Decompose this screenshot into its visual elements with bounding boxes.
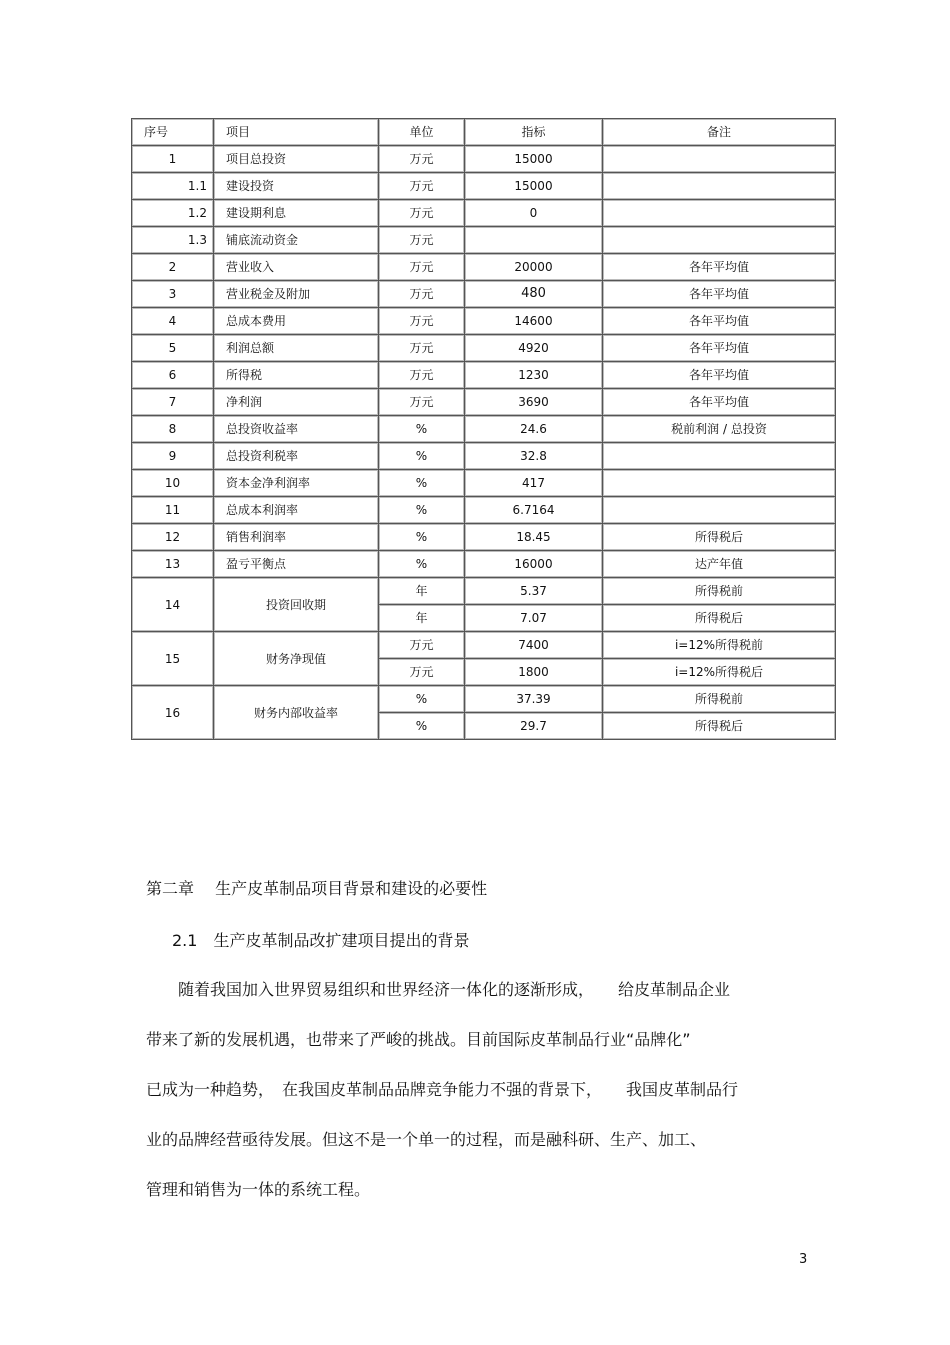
row-note-cell — [603, 443, 836, 470]
row-number-cell: 10 — [132, 470, 214, 497]
row-unit-cell: % — [379, 470, 465, 497]
row-note-cell: 达产年值 — [603, 551, 836, 578]
row-value-cell: 16000 — [465, 551, 603, 578]
row-number-cell: 9 — [132, 443, 214, 470]
row-unit-cell: 万元 — [379, 659, 465, 686]
row-note-cell: 各年平均值 — [603, 362, 836, 389]
table-row — [132, 389, 836, 416]
paragraph-line-5: 管理和销售为一体的系统工程。 — [146, 1180, 371, 1199]
row-value-cell: 6.7164 — [465, 497, 603, 524]
row-unit-cell: 万元 — [379, 308, 465, 335]
table-row — [132, 308, 836, 335]
row-unit-cell: 万元 — [379, 146, 465, 173]
row-unit-cell: % — [379, 443, 465, 470]
row-unit-cell: 万元 — [379, 389, 465, 416]
row-number-cell: 15 — [132, 632, 214, 686]
row-note-cell: 各年平均值 — [603, 281, 836, 308]
indicator-table — [131, 118, 836, 740]
row-unit-cell: 年 — [379, 605, 465, 632]
row-item-cell: 总成本费用 — [214, 308, 379, 335]
table-row — [132, 362, 836, 389]
row-unit-cell: 万元 — [379, 200, 465, 227]
row-item-cell: 建设投资 — [214, 173, 379, 200]
table-row — [132, 416, 836, 443]
row-note-cell — [603, 227, 836, 254]
row-unit-cell: 万元 — [379, 173, 465, 200]
row-value-cell — [465, 227, 603, 254]
table-row — [132, 551, 836, 578]
row-note-cell: 所得税前 — [603, 578, 836, 605]
row-note-cell — [603, 470, 836, 497]
row-number-cell: 1.1 — [132, 173, 214, 200]
row-value-cell: 15000 — [465, 146, 603, 173]
row-value-cell: 480 — [465, 281, 603, 308]
row-number-cell: 3 — [132, 281, 214, 308]
row-item-cell: 营业收入 — [214, 254, 379, 281]
row-value-cell: 20000 — [465, 254, 603, 281]
row-value-cell: 0 — [465, 200, 603, 227]
row-note-cell: 所得税后 — [603, 713, 836, 740]
row-item-cell: 所得税 — [214, 362, 379, 389]
row-item-cell: 总投资收益率 — [214, 416, 379, 443]
paragraph-line-2: 带来了新的发展机遇，也带来了严峻的挑战。目前国际皮革制品行业“品牌化” — [146, 1030, 691, 1049]
row-item-cell: 项目总投资 — [214, 146, 379, 173]
table-row — [132, 443, 836, 470]
row-value-cell: 14600 — [465, 308, 603, 335]
row-value-cell: 37.39 — [465, 686, 603, 713]
row-number-cell: 1.3 — [132, 227, 214, 254]
row-unit-cell: 万元 — [379, 254, 465, 281]
row-number-cell: 1 — [132, 146, 214, 173]
header-note: 备注 — [603, 119, 836, 146]
row-note-cell — [603, 200, 836, 227]
row-number-cell: 1.2 — [132, 200, 214, 227]
row-number-cell: 11 — [132, 497, 214, 524]
row-number-cell: 4 — [132, 308, 214, 335]
row-number-cell: 13 — [132, 551, 214, 578]
row-unit-cell: % — [379, 713, 465, 740]
row-value-cell: 1230 — [465, 362, 603, 389]
row-number-cell: 12 — [132, 524, 214, 551]
row-number-cell: 14 — [132, 578, 214, 632]
row-value-cell: 5.37 — [465, 578, 603, 605]
row-note-cell: 所得税后 — [603, 605, 836, 632]
row-item-cell: 建设期利息 — [214, 200, 379, 227]
row-item-cell: 盈亏平衡点 — [214, 551, 379, 578]
table-row — [132, 227, 836, 254]
table-row — [132, 281, 836, 308]
row-note-cell: 各年平均值 — [603, 254, 836, 281]
row-note-cell: 各年平均值 — [603, 335, 836, 362]
row-unit-cell: 万元 — [379, 362, 465, 389]
paragraph-line-3: 已成为一种趋势， 在我国皮革制品品牌竞争能力不强的背景下， 我国皮革制品行 — [146, 1080, 739, 1099]
row-note-cell: 各年平均值 — [603, 389, 836, 416]
row-unit-cell: 万元 — [379, 281, 465, 308]
row-note-cell: 所得税前 — [603, 686, 836, 713]
table-row — [132, 524, 836, 551]
table-row — [132, 578, 836, 605]
paragraph-line-4: 业的品牌经营亟待发展。但这不是一个单一的过程，而是融科研、生产、加工、 — [146, 1130, 707, 1149]
row-number-cell: 6 — [132, 362, 214, 389]
row-number-cell: 2 — [132, 254, 214, 281]
row-unit-cell: 万元 — [379, 335, 465, 362]
row-unit-cell: 年 — [379, 578, 465, 605]
row-value-cell: 29.7 — [465, 713, 603, 740]
row-note-cell — [603, 497, 836, 524]
row-item-cell: 投资回收期 — [214, 578, 379, 632]
table-row — [132, 173, 836, 200]
table-row — [132, 200, 836, 227]
table-row — [132, 632, 836, 659]
row-item-cell: 铺底流动资金 — [214, 227, 379, 254]
row-item-cell: 净利润 — [214, 389, 379, 416]
row-item-cell: 财务净现值 — [214, 632, 379, 686]
header-no: 序号 — [132, 119, 214, 146]
header-value: 指标 — [465, 119, 603, 146]
row-value-cell: 1800 — [465, 659, 603, 686]
paragraph-line-1: 随着我国加入世界贸易组织和世界经济一体化的逐渐形成， 给皮革制品企业 — [178, 980, 731, 999]
table-row — [132, 686, 836, 713]
row-note-cell — [603, 146, 836, 173]
row-unit-cell: 万元 — [379, 632, 465, 659]
row-value-cell: 4920 — [465, 335, 603, 362]
row-unit-cell: 万元 — [379, 227, 465, 254]
row-value-cell: 32.8 — [465, 443, 603, 470]
row-item-cell: 营业税金及附加 — [214, 281, 379, 308]
row-unit-cell: % — [379, 416, 465, 443]
header-item: 项目 — [214, 119, 379, 146]
table-row — [132, 146, 836, 173]
row-item-cell: 利润总额 — [214, 335, 379, 362]
row-value-cell: 18.45 — [465, 524, 603, 551]
table-row — [132, 254, 836, 281]
chapter-heading: 第二章 生产皮革制品项目背景和建设的必要性 — [146, 879, 488, 898]
row-item-cell: 总投资利税率 — [214, 443, 379, 470]
row-value-cell: 15000 — [465, 173, 603, 200]
row-note-cell: 税前利润 / 总投资 — [603, 416, 836, 443]
row-value-cell: 7.07 — [465, 605, 603, 632]
row-unit-cell: % — [379, 686, 465, 713]
row-note-cell: 所得税后 — [603, 524, 836, 551]
row-number-cell: 7 — [132, 389, 214, 416]
row-item-cell: 销售利润率 — [214, 524, 379, 551]
table-header-row — [132, 119, 836, 146]
row-note-cell: i=12%所得税后 — [603, 659, 836, 686]
row-value-cell: 7400 — [465, 632, 603, 659]
row-note-cell — [603, 173, 836, 200]
row-note-cell: 各年平均值 — [603, 308, 836, 335]
row-item-cell: 财务内部收益率 — [214, 686, 379, 740]
row-value-cell: 24.6 — [465, 416, 603, 443]
section-heading: 2.1 生产皮革制品改扩建项目提出的背景 — [172, 931, 470, 950]
row-item-cell: 总成本利润率 — [214, 497, 379, 524]
table-row — [132, 335, 836, 362]
row-value-cell: 3690 — [465, 389, 603, 416]
table-row — [132, 470, 836, 497]
row-number-cell: 5 — [132, 335, 214, 362]
row-item-cell: 资本金净利润率 — [214, 470, 379, 497]
header-unit: 单位 — [379, 119, 465, 146]
row-unit-cell: % — [379, 551, 465, 578]
row-unit-cell: % — [379, 497, 465, 524]
row-unit-cell: % — [379, 524, 465, 551]
page-number: 3 — [799, 1252, 808, 1267]
row-note-cell: i=12%所得税前 — [603, 632, 836, 659]
row-number-cell: 8 — [132, 416, 214, 443]
row-value-cell: 417 — [465, 470, 603, 497]
table-row — [132, 497, 836, 524]
row-number-cell: 16 — [132, 686, 214, 740]
